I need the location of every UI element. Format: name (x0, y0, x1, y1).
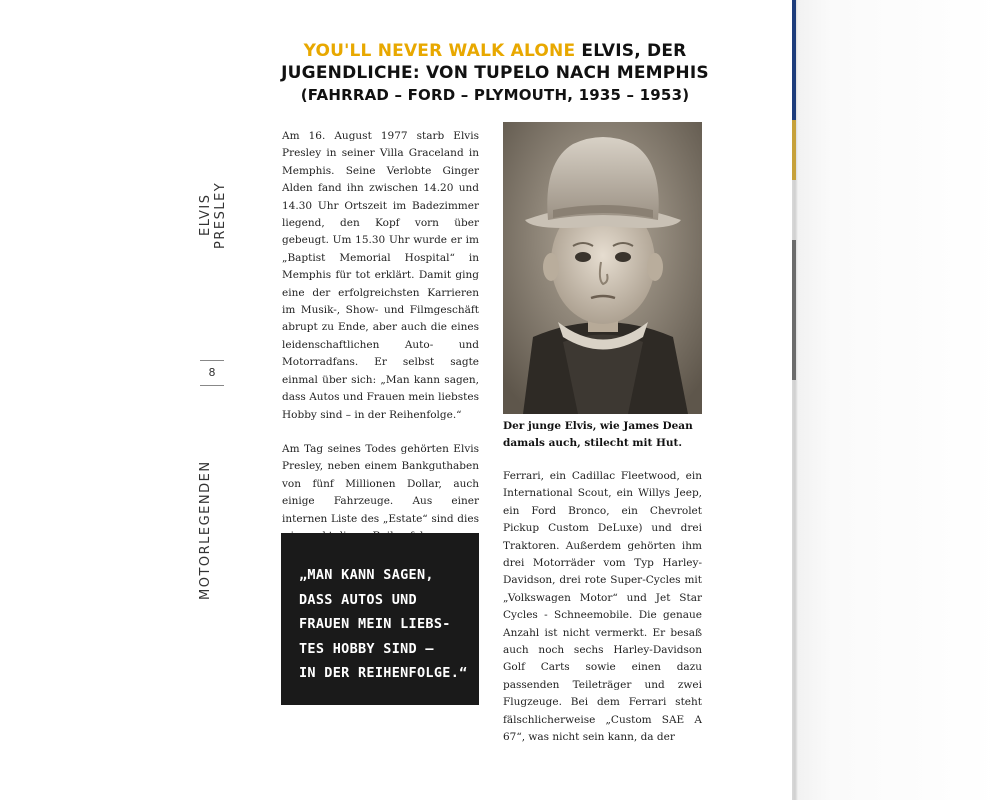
paragraph: Ferrari, ein Cadillac Fleetwood, ein International Scout, ein Willys Jeep, ein Ford Bronco, ein Chevrolet Pickup Custom DeLuxe) und drei Traktoren. Außerdem gehörten ihm drei Motorräder vom Typ Harley-Davidson, drei rote Super-Cycles mit „Volkswagen Motor“ und Jet Star Cycles - Schneemobile. Die genaue Anzahl ist nicht vermerkt. Er besaß auch noch sechs Harley-Davidson Golf Carts sowie einen dazu passenden Teileträger und zwei Flugzeuge. Bei dem Ferrari steht fälschlicherweise „Custom SAE A 67“, was nicht sein kann, da der (503, 470, 702, 744)
paragraph: Am Tag seines Todes gehörten Elvis Presley, neben einem Bankguthaben von fünf Millionen Dollar, auch einige Fahrzeuge. Aus einer internen Liste des „Estate“ sind dies (282, 442, 479, 525)
left-column (282, 128, 479, 597)
edge-stripe (792, 120, 796, 180)
sidebar-label-elvis: ELVIS PRESLEY (198, 181, 228, 249)
elvis-childhood-photo (503, 122, 702, 414)
sidebar (198, 150, 228, 610)
book-edge (792, 0, 1000, 800)
title-line1-rest: ELVIS, DER (581, 41, 687, 61)
pull-quote-text: „MAN KANN SAGEN, DASS AUTOS UND FRAUEN MEIN LIEBS- TES HOBBY SIND – IN DER REIHENFOLGE.“ (299, 567, 468, 681)
photo-caption: Der junge Elvis, wie James Dean damals auch, stilecht mit Hut. (503, 420, 693, 449)
title-subtitle: (FAHRRAD – FORD – PLYMOUTH, 1935 – 1953) (300, 86, 690, 104)
title-line2: JUGENDLICHE: VON TUPELO NACH MEMPHIS (281, 63, 709, 83)
paragraph: Am 16. August 1977 starb Elvis Presley in seiner Villa Graceland in Memphis. Seine Verlobte Ginger Alden fand ihn zwischen 14.20 und 14.30 Uhr Ortszeit im Badezimmer liegend, den Kopf vorn über gebeugt. Um 15.30 Uhr wurde er im „Baptist Memorial Hospital“ in Memphis für tot erklärt. Damit ging eine der erfolgreichsten Karrieren im Musik-, Show- und Filmgeschäft abrupt zu Ende, aber auch die eines leidenschaftlichen Auto- und Motorradfans. Er selbst sagte einmal über sich: „Man kann sagen, dass Autos und Frauen mein liebstes Hobby sind – in der Reihenfolge.“ (282, 130, 479, 421)
page-title (250, 40, 740, 106)
edge-stripe (792, 0, 796, 120)
title-accent: YOU'LL NEVER WALK ALONE (303, 41, 576, 61)
sidebar-label-series: MOTORLEGENDEN (198, 460, 213, 600)
pull-quote-box (281, 533, 479, 705)
photo-illustration (503, 122, 702, 414)
edge-stripe (792, 240, 796, 380)
right-column (503, 468, 702, 747)
page-number: 8 (200, 360, 224, 386)
